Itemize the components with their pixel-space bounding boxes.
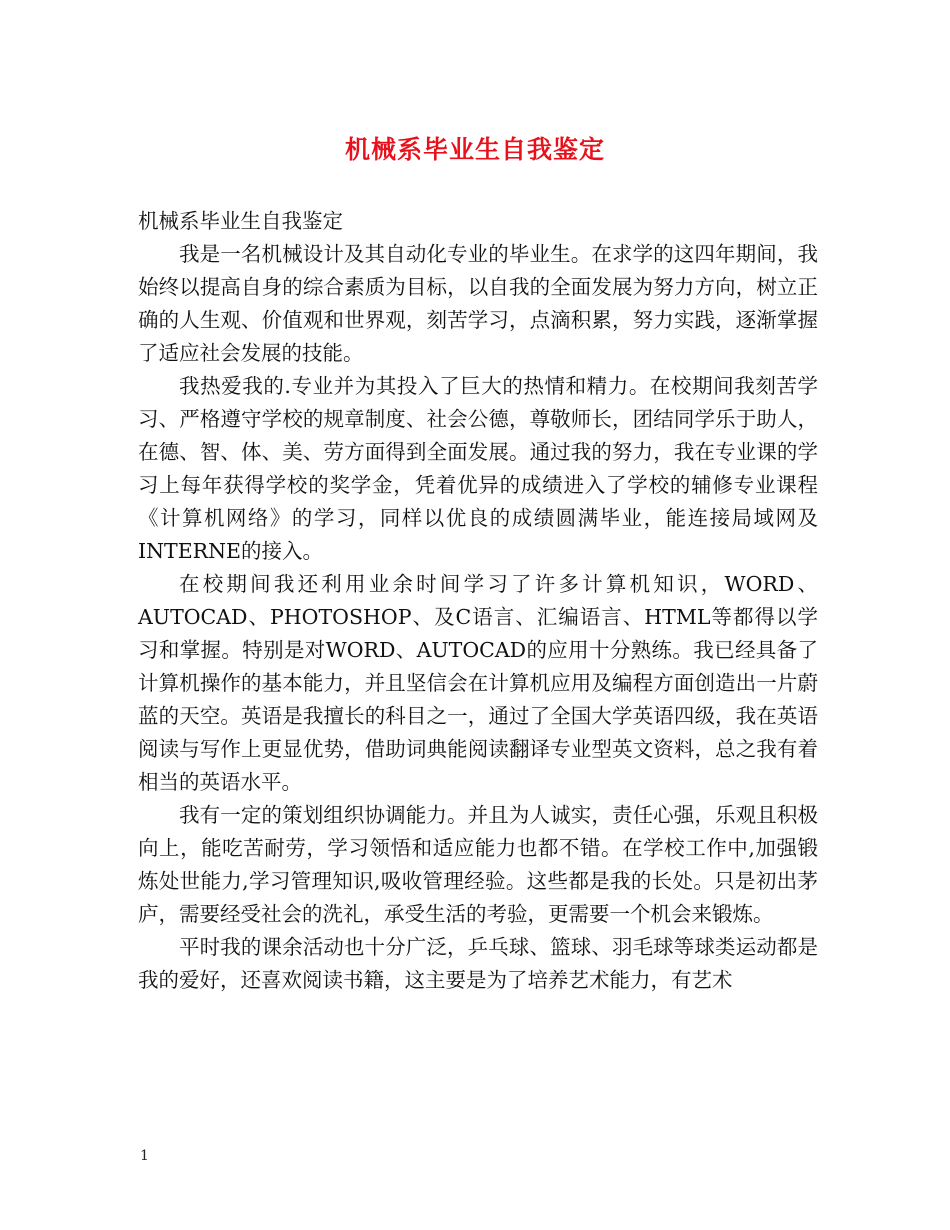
paragraph-3: 在校期间我还利用业余时间学习了许多计算机知识，WORD、AUTOCAD、PHOTOSHOP、及C语言、汇编语言、HTML等都得以学习和掌握。特别是对WORD、AUTOCAD的应用十分熟练。我已经具备了计算机操作的基本能力，并且坚信会在计算机应用及编程方面创造出一片蔚蓝的天空。英语是我擅长的科目之一，通过了全国大学英语四级，我在英语阅读与写作上更显优势，借助词典能阅读翻译专业型英文资料，总之我有着相当的英语水平。 [138,572,818,794]
paragraph-1: 我是一名机械设计及其自动化专业的毕业生。在求学的这四年期间，我始终以提高自身的综合素质为目标，以自我的全面发展为努力方向，树立正确的人生观、价值观和世界观，刻苦学习，点滴积累，努力实践，逐渐掌握了适应社会发展的技能。 [138,242,818,365]
paragraph-2: 我热爱我的.专业并为其投入了巨大的热情和精力。在校期间我刻苦学习、严格遵守学校的规章制度、社会公德，尊敬师长，团结同学乐于助人，在德、智、体、美、劳方面得到全面发展。通过我的努力，我在专业课的学习上每年获得学校的奖学金，凭着优异的成绩进入了学校的辅修专业课程《计算机网络》的学习，同样以优良的成绩圆满毕业，能连接局域网及INTERNE的接入。 [138,374,818,563]
paragraph-5: 平时我的课余活动也十分广泛，乒乓球、篮球、羽毛球等球类运动都是我的爱好，还喜欢阅读书籍，这主要是为了培养艺术能力，有艺术 [138,935,818,992]
document-body [138,205,818,997]
document-title: 机械系毕业生自我鉴定 [344,135,605,164]
document-subtitle: 机械系毕业生自我鉴定 [138,209,343,233]
paragraph-4: 我有一定的策划组织协调能力。并且为人诚实，责任心强，乐观且积极向上，能吃苦耐劳，学习领悟和适应能力也都不错。在学校工作中,加强锻炼处世能力,学习管理知识,吸收管理经验。这些都是我的长处。只是初出茅庐，需要经受社会的洗礼，承受生活的考验，更需要一个机会来锻炼。 [138,803,818,926]
page-number: 1 [140,1148,149,1164]
